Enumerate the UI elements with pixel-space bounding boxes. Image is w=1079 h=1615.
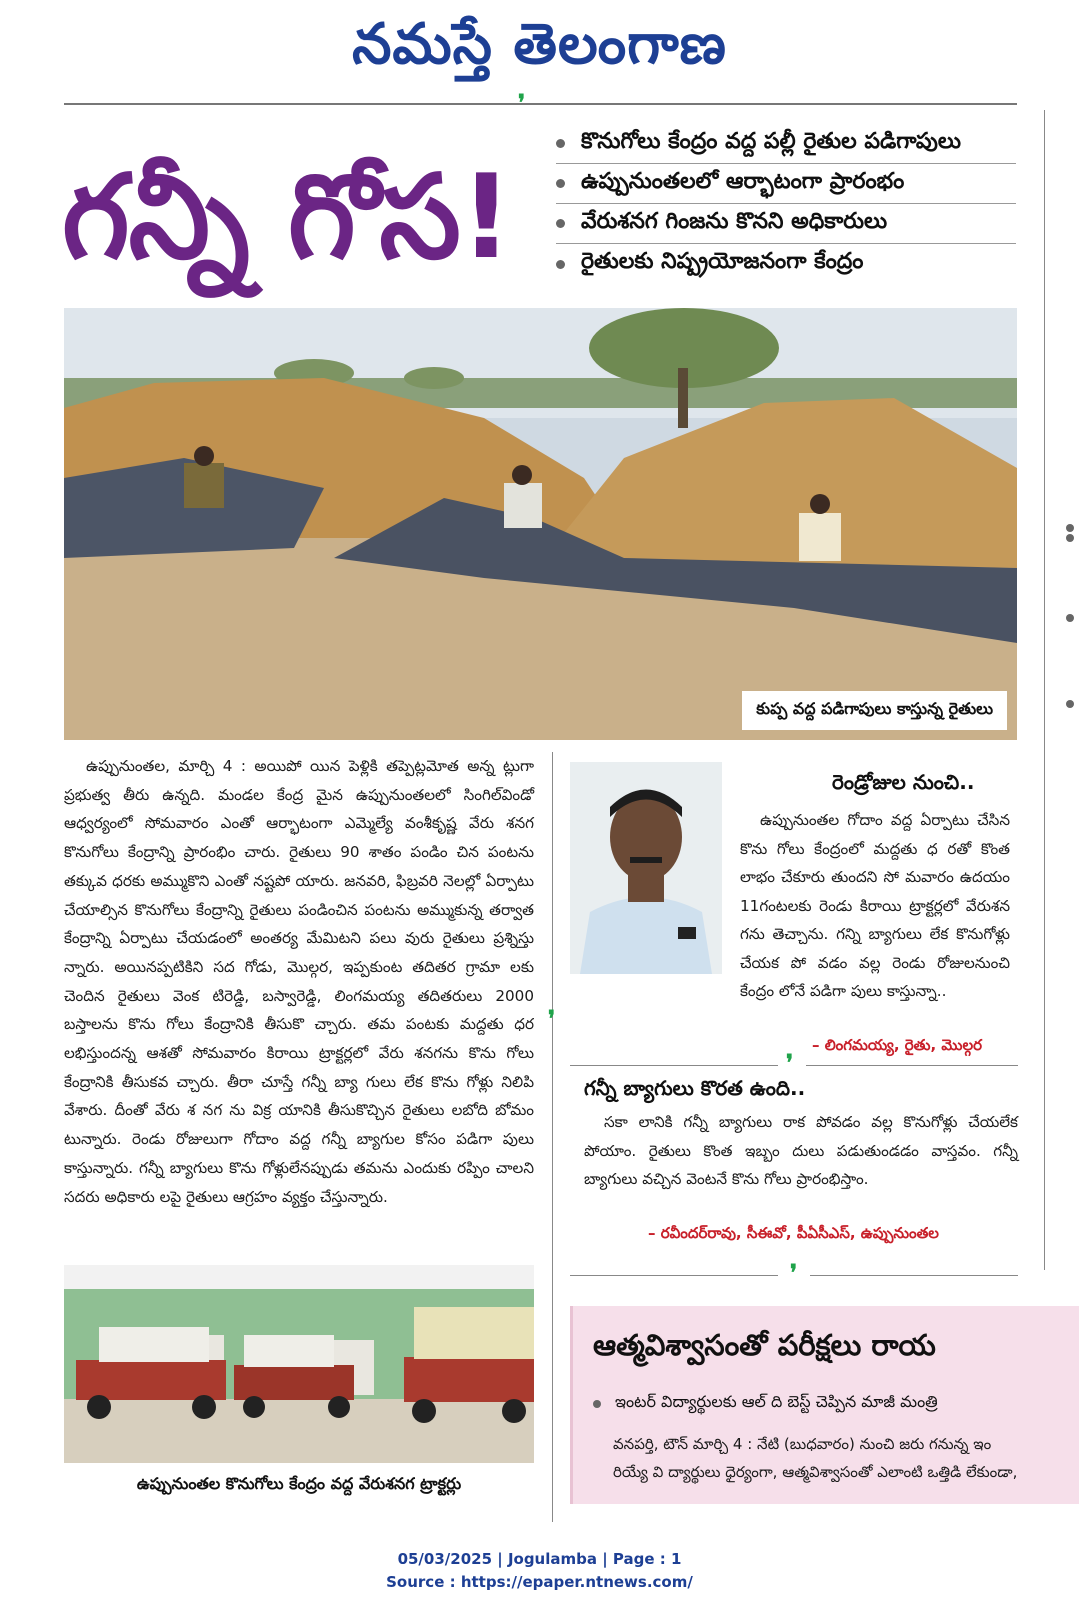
- quote-mark-icon: ❜: [548, 1006, 556, 1032]
- farmer-quote-heading: రెండ్రోజుల నుంచి..: [832, 770, 975, 794]
- next-article-box: [570, 1306, 1079, 1504]
- quote-mark-icon: ❜: [518, 90, 526, 116]
- highlight-bullet: వేరుశనగ గింజను కొనని అధికారులు: [556, 204, 1016, 244]
- quote-mark-icon: ❜: [790, 1260, 798, 1286]
- next-article-text: [613, 1430, 1079, 1486]
- farmer-quote-attribution: – లింగమయ్య, రైతు, మొల్గర: [812, 1036, 982, 1054]
- tractors-photo-caption: ఉప్పునుంతల కొనుగోలు కేంద్రం వద్ద వేరుశనగ ట్రాక్టర్లు: [136, 1474, 462, 1493]
- bullet-dot-icon: [1066, 534, 1074, 542]
- section-divider: [810, 1275, 1018, 1276]
- next-article-line: రియ్యే వి ద్యార్థులు ధైర్యంగా, ఆత్మవిశ్వాసంతో ఎలాంటి ఒత్తిడి లేకుండా,: [613, 1463, 1018, 1481]
- farmer-quote-text: ఉప్పునుంతల గోదాం వద్ద ఏర్పాటు చేసిన కొను గోలు కేంద్రంలో మద్దతు ధ రతో కొంత లాభం చేకూరు తుందని సో మవారం ఉదయం 11గంటలకు రెండు కిరాయి ట్రాక్టర్లలో వేరుశన గను తెచ్చాను. గన్ని బ్యాగులు లేక కొనుగోళ్లు చేయక పో వడం వల్ల రెండు రోజులనుంచి కేంద్రం లోనే పడిగా పులు కాస్తున్నా..: [740, 811, 1010, 1000]
- groundnut-heaps-illustration: [64, 308, 1017, 740]
- section-divider: [570, 1065, 778, 1066]
- footer-source: Source : https://epaper.ntnews.com/: [386, 1573, 693, 1591]
- bullet-dot-icon: [1066, 700, 1074, 708]
- highlight-bullet: ఉప్పునుంతలలో ఆర్భాటంగా ప్రారంభం: [556, 164, 1016, 204]
- column-divider: [1044, 110, 1045, 1270]
- next-article-bullet: ఇంటర్ విద్యార్థులకు ఆల్ ది బెస్ట్ చెప్పిన మాజీ మంత్రి: [593, 1392, 938, 1415]
- main-photo: [64, 308, 1017, 740]
- adjacent-column-edge: [1044, 110, 1079, 1270]
- official-quote-attribution: – రవీందర్‌రావు, సీఈవో, పీఏసీఎస్, ఉప్పునుంతల: [648, 1224, 939, 1242]
- top-divider: [64, 103, 1017, 105]
- farmer-portrait-illustration: [570, 762, 722, 974]
- official-quote-text: సకా లానికి గన్నీ బ్యాగులు రాక పోవడం వల్ల కొనుగోళ్లు చేయలేక పోయాం. రైతులు కొంత ఇబ్బం దులు పడుతుండడం వాస్తవం. గన్నీ బ్యాగులు వచ్చిన వెంటనే కొను గోలు ప్రారంభిస్తాం.: [584, 1113, 1018, 1188]
- farmer-portrait: [570, 762, 722, 974]
- official-quote-heading: గన్నీ బ్యాగులు కొరత ఉంది..: [584, 1076, 806, 1100]
- main-photo-caption: కుప్ప వద్ద పడిగాపులు కాస్తున్న రైతులు: [742, 691, 1007, 730]
- highlight-bullet: రైతులకు నిష్ప్రయోజనంగా కేంద్రం: [556, 244, 1016, 284]
- highlight-bullets: [556, 124, 1016, 284]
- bullet-dot-icon: [1066, 524, 1074, 532]
- page-footer: [0, 1548, 1079, 1594]
- article-body: ఉప్పునుంతల, మార్చి 4 : అయిపో యిన పెళ్లికి తప్పెట్లమోత అన్న ట్లుగా ప్రభుత్వ తీరు ఉన్నది. మండల కేంద్ర మైన ఉప్పునుంతలలో సింగిల్‌విండో ఆధ్వర్యంలో సోమవారం ఎంతో ఆర్భాటంగా ఎమ్మెల్యే వంశీకృష్ణ వేరు శనగ కొనుగోలు కేంద్రాన్ని ప్రారంభిం చారు. రైతులు 90 శాతం పండిం చిన పంటను తక్కువ ధరకు అమ్ముకొని ఎంతో నష్టపో యారు. జనవరి, ఫిబ్రవరి నెలల్లో ఏర్పాటు చేయాల్సిన కొనుగోలు కేంద్రాన్ని రైతులు పండించిన పంటను అమ్ముకున్న తర్వాత కేంద్రాన్ని ఏర్పాటు చేయడంలో అంతర్య మేమిటని పలు వురు రైతులు ప్రశ్నిస్తు న్నారు. అయినప్పటికిని సద గోడు, మొల్గర, ఇప్పకుంట తదితర గ్రామా లకు చెందిన రైతులు వెంక టిరెడ్డి, బస్వారెడ్డి, లింగమయ్య తదితరులు 2000 బస్తాలను కొను గోలు కేంద్రానికి తీసుకొ చ్చారు. తమ పంటకు మద్దతు ధర లభిస్తుందన్న ఆశతో సోమవారం కిరాయి ట్రాక్టర్లలో వేరు శనగను కొను గోలు కేంద్రానికి తీసుకవ చ్చారు. తీరా చూస్తే గన్నీ బ్యా గులు లేక కొను గోళ్లు నిలిపి వేశారు. దీంతో వేరు శ నగ ను విక్ర యానికి తీసుకొచ్చిన రైతులు లబోది బోమం టున్నారు. రెండు రోజులుగా గోదాం వద్ద గన్నీ బ్యాగుల కోసం పడిగా పులు కాస్తున్నారు. గన్నీ బ్యాగులు కొను గోళ్లులేనప్పుడు తమను ఎందుకు రప్పిం చాలని సదరు అధికారు లపై రైతులు ఆగ్రహం వ్యక్తం చేస్తున్నారు.: [64, 757, 534, 1206]
- tractors-illustration: [64, 1265, 534, 1463]
- quote-mark-icon: ❜: [786, 1050, 794, 1076]
- bullet-dot-icon: [556, 219, 565, 228]
- bullet-dot-icon: [1066, 614, 1074, 622]
- headline: గన్నీ గోస!: [62, 150, 512, 285]
- tractors-photo: [64, 1265, 534, 1463]
- section-divider: [570, 1275, 778, 1276]
- highlight-bullet: కొనుగోలు కేంద్రం వద్ద పల్లీ రైతుల పడిగాపులు: [556, 124, 1016, 164]
- column-divider: [552, 752, 553, 1522]
- bullet-dot-icon: [556, 260, 565, 269]
- bullet-dot-icon: [593, 1400, 601, 1408]
- footer-edition: 05/03/2025 | Jogulamba | Page : 1: [397, 1550, 682, 1568]
- next-article-line: వనపర్తి, టౌన్ మార్చి 4 : నేటి (బుధవారం) నుంచి జరు గనున్న ఇం: [613, 1435, 992, 1453]
- next-article-headline: ఆత్మవిశ్వాసంతో పరీక్షలు రాయ: [593, 1328, 936, 1362]
- bullet-dot-icon: [556, 139, 565, 148]
- masthead-title: నమస్తే తెలంగాణ: [352, 11, 727, 77]
- section-divider: [806, 1065, 1018, 1066]
- bullet-dot-icon: [556, 179, 565, 188]
